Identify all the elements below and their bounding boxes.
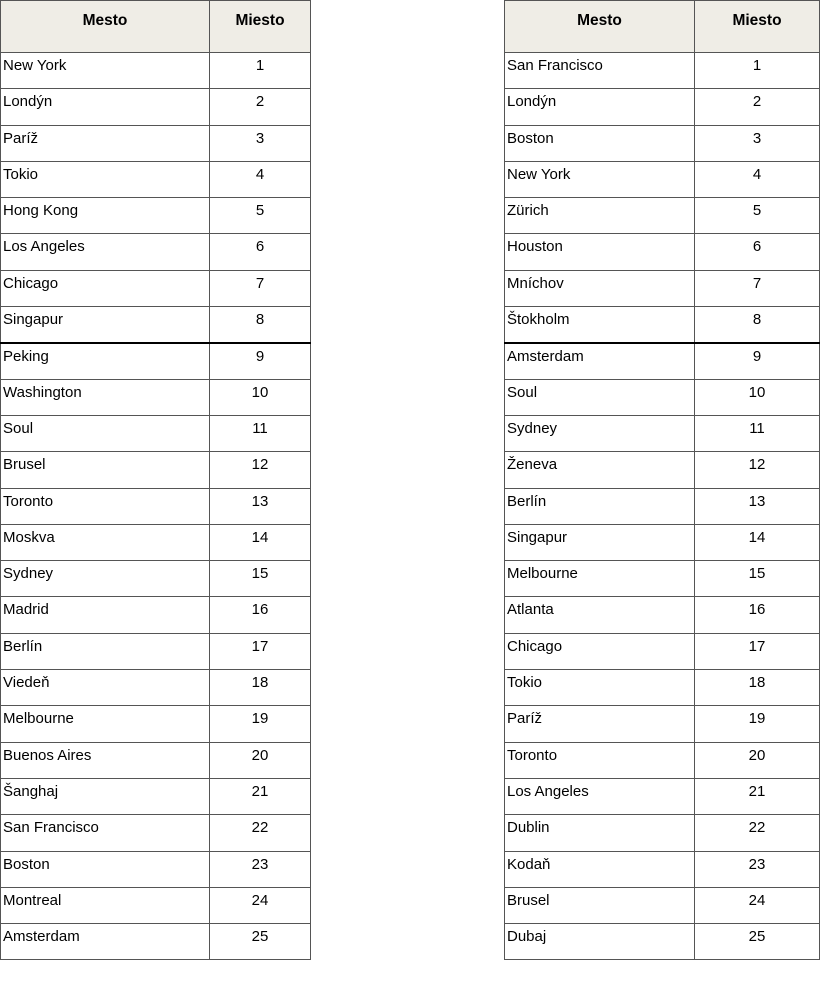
rank-cell: 14 <box>695 524 820 560</box>
rank-cell: 17 <box>695 633 820 669</box>
city-cell: Singapur <box>505 524 695 560</box>
table-row <box>505 198 820 234</box>
rank-cell: 25 <box>210 924 311 960</box>
city-cell: New York <box>1 53 210 89</box>
table-row <box>1 851 311 887</box>
table-row <box>1 379 311 415</box>
city-cell: Zürich <box>505 198 695 234</box>
city-cell: Ženeva <box>505 452 695 488</box>
rank-cell: 5 <box>695 198 820 234</box>
city-cell: Londýn <box>505 89 695 125</box>
left-ranking-table <box>0 0 311 960</box>
table-row <box>505 524 820 560</box>
city-cell: Madrid <box>1 597 210 633</box>
rank-cell: 19 <box>210 706 311 742</box>
rank-cell: 9 <box>210 343 311 379</box>
city-cell: Amsterdam <box>1 924 210 960</box>
table-row <box>505 307 820 343</box>
city-cell: Chicago <box>505 633 695 669</box>
table-row <box>1 198 311 234</box>
rank-cell: 2 <box>695 89 820 125</box>
table-row <box>1 706 311 742</box>
rank-cell: 16 <box>695 597 820 633</box>
city-cell: Viedeň <box>1 670 210 706</box>
table-row <box>1 53 311 89</box>
city-cell: Montreal <box>1 887 210 923</box>
rank-cell: 20 <box>210 742 311 778</box>
city-cell: Melbourne <box>1 706 210 742</box>
city-cell: Londýn <box>1 89 210 125</box>
column-header-city: Mesto <box>1 1 210 53</box>
table-row <box>1 742 311 778</box>
city-cell: Paríž <box>1 125 210 161</box>
rank-cell: 10 <box>210 379 311 415</box>
rank-cell: 23 <box>695 851 820 887</box>
column-header-rank: Miesto <box>210 1 311 53</box>
city-cell: Moskva <box>1 524 210 560</box>
city-cell: Brusel <box>505 887 695 923</box>
rank-cell: 4 <box>695 161 820 197</box>
table-row <box>1 415 311 451</box>
column-header-city: Mesto <box>505 1 695 53</box>
table-row <box>1 670 311 706</box>
city-cell: San Francisco <box>505 53 695 89</box>
right-ranking-table <box>504 0 820 960</box>
city-cell: Amsterdam <box>505 343 695 379</box>
city-cell: Melbourne <box>505 561 695 597</box>
rank-cell: 12 <box>695 452 820 488</box>
city-cell: Washington <box>1 379 210 415</box>
city-cell: Hong Kong <box>1 198 210 234</box>
city-cell: Toronto <box>1 488 210 524</box>
rank-cell: 15 <box>695 561 820 597</box>
city-cell: Chicago <box>1 270 210 306</box>
city-cell: Toronto <box>505 742 695 778</box>
city-cell: Kodaň <box>505 851 695 887</box>
table-row <box>505 452 820 488</box>
city-cell: Mníchov <box>505 270 695 306</box>
city-cell: Soul <box>505 379 695 415</box>
rank-cell: 6 <box>210 234 311 270</box>
right-table-body <box>505 53 820 960</box>
city-cell: Peking <box>1 343 210 379</box>
rank-cell: 24 <box>210 887 311 923</box>
table-row <box>505 161 820 197</box>
table-row <box>1 887 311 923</box>
table-row <box>1 488 311 524</box>
rank-cell: 18 <box>695 670 820 706</box>
city-cell: Soul <box>1 415 210 451</box>
rank-cell: 21 <box>695 778 820 814</box>
city-cell: Sydney <box>1 561 210 597</box>
table-row <box>505 742 820 778</box>
table-row <box>505 89 820 125</box>
left-table-body <box>1 53 311 960</box>
rank-cell: 3 <box>695 125 820 161</box>
rank-cell: 24 <box>695 887 820 923</box>
rank-cell: 7 <box>695 270 820 306</box>
table-row <box>1 89 311 125</box>
city-cell: Brusel <box>1 452 210 488</box>
table-row <box>505 670 820 706</box>
city-cell: Dublin <box>505 815 695 851</box>
city-cell: Los Angeles <box>505 778 695 814</box>
table-row <box>505 597 820 633</box>
table-row <box>1 161 311 197</box>
rank-cell: 1 <box>695 53 820 89</box>
table-row <box>1 125 311 161</box>
table-row <box>505 415 820 451</box>
rank-cell: 16 <box>210 597 311 633</box>
city-cell: Dubaj <box>505 924 695 960</box>
table-row <box>505 343 820 379</box>
rank-cell: 23 <box>210 851 311 887</box>
rank-cell: 20 <box>695 742 820 778</box>
table-row <box>1 234 311 270</box>
rank-cell: 14 <box>210 524 311 560</box>
table-row <box>505 633 820 669</box>
city-cell: Atlanta <box>505 597 695 633</box>
table-row <box>1 815 311 851</box>
city-cell: Houston <box>505 234 695 270</box>
rank-cell: 8 <box>695 307 820 343</box>
table-row <box>1 633 311 669</box>
rank-cell: 21 <box>210 778 311 814</box>
table-row <box>1 561 311 597</box>
city-cell: Paríž <box>505 706 695 742</box>
table-row <box>505 887 820 923</box>
city-cell: Berlín <box>505 488 695 524</box>
city-cell: Tokio <box>505 670 695 706</box>
city-cell: Šanghaj <box>1 778 210 814</box>
rank-cell: 17 <box>210 633 311 669</box>
table-row <box>505 561 820 597</box>
rank-cell: 6 <box>695 234 820 270</box>
rank-cell: 18 <box>210 670 311 706</box>
table-row <box>505 379 820 415</box>
table-row <box>1 524 311 560</box>
city-cell: Tokio <box>1 161 210 197</box>
table-row <box>1 270 311 306</box>
rank-cell: 15 <box>210 561 311 597</box>
table-header-row <box>1 1 311 53</box>
rank-cell: 13 <box>210 488 311 524</box>
rank-cell: 10 <box>695 379 820 415</box>
rank-cell: 1 <box>210 53 311 89</box>
city-cell: New York <box>505 161 695 197</box>
city-cell: Štokholm <box>505 307 695 343</box>
city-cell: Boston <box>505 125 695 161</box>
rank-cell: 19 <box>695 706 820 742</box>
rank-cell: 4 <box>210 161 311 197</box>
rank-cell: 5 <box>210 198 311 234</box>
city-cell: Los Angeles <box>1 234 210 270</box>
rank-cell: 11 <box>695 415 820 451</box>
city-cell: Boston <box>1 851 210 887</box>
city-cell: Singapur <box>1 307 210 343</box>
table-row <box>1 452 311 488</box>
rank-cell: 12 <box>210 452 311 488</box>
city-cell: San Francisco <box>1 815 210 851</box>
table-row <box>1 307 311 343</box>
table-row <box>505 125 820 161</box>
rank-cell: 25 <box>695 924 820 960</box>
rank-cell: 9 <box>695 343 820 379</box>
table-row <box>505 488 820 524</box>
rank-cell: 3 <box>210 125 311 161</box>
table-row <box>505 270 820 306</box>
table-row <box>505 706 820 742</box>
table-row <box>505 53 820 89</box>
table-header-row <box>505 1 820 53</box>
rank-cell: 11 <box>210 415 311 451</box>
city-cell: Buenos Aires <box>1 742 210 778</box>
rank-cell: 2 <box>210 89 311 125</box>
table-row <box>505 924 820 960</box>
column-header-rank: Miesto <box>695 1 820 53</box>
rank-cell: 22 <box>210 815 311 851</box>
table-row <box>505 851 820 887</box>
table-row <box>505 815 820 851</box>
rank-cell: 22 <box>695 815 820 851</box>
rank-cell: 7 <box>210 270 311 306</box>
table-row <box>1 597 311 633</box>
table-row <box>505 778 820 814</box>
table-row <box>1 343 311 379</box>
city-cell: Sydney <box>505 415 695 451</box>
table-row <box>1 924 311 960</box>
city-cell: Berlín <box>1 633 210 669</box>
rank-cell: 8 <box>210 307 311 343</box>
table-row <box>505 234 820 270</box>
rank-cell: 13 <box>695 488 820 524</box>
table-row <box>1 778 311 814</box>
